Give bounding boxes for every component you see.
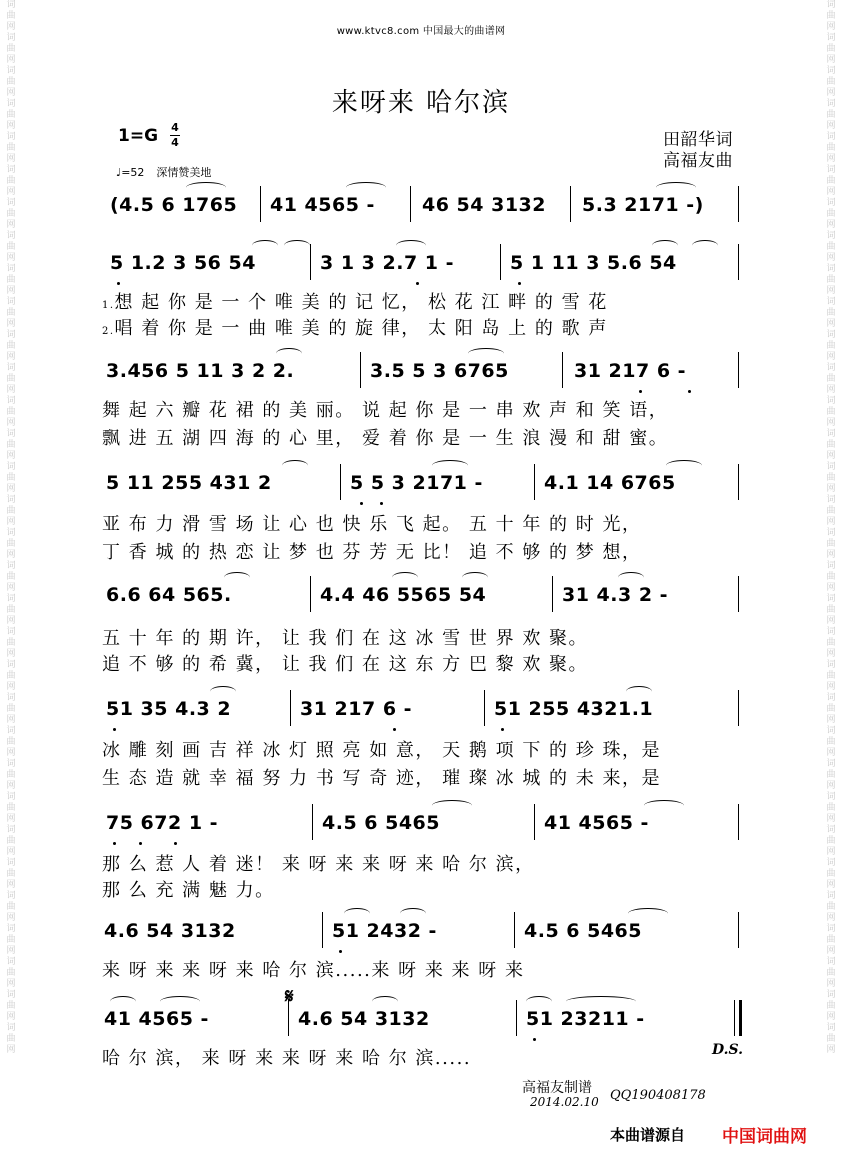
ds-marking: D.S.: [712, 1042, 744, 1058]
measure: 5.3 2171 -): [582, 194, 704, 216]
lyric-line: 舞 起 六 瓣 花 裙 的 美 丽。 说 起 你 是 一 串 欢 声 和 笑 语，: [102, 400, 669, 421]
measure: 5 11 255 431 2: [106, 472, 272, 494]
measure: 41 4565 -: [104, 1008, 209, 1030]
score-date: 2014.02.10: [530, 1095, 599, 1109]
score-row-9: [96, 1000, 746, 1044]
measure: 46 54 3132: [422, 194, 546, 216]
lyricist-credit: 田韶华词: [663, 130, 733, 150]
lyric-line: 来 呀 来 来 呀 来 哈 尔 滨.....来 呀 来 来 呀 来: [102, 960, 525, 981]
tempo-feel: 深情赞美地: [156, 166, 212, 179]
measure: 51 255 4321.1: [494, 698, 654, 720]
score-row-4: [96, 464, 746, 508]
segno-sign: 𝄋: [285, 984, 294, 1008]
lyric-line: 那 么 惹 人 着 迷！ 来 呀 来 来 呀 来 哈 尔 滨，: [102, 854, 535, 875]
measure: 41 4565 -: [544, 812, 649, 834]
score-row-8: [96, 912, 746, 956]
lyric-line: 1.想 起 你 是 一 个 唯 美 的 记 忆， 松 花 江 畔 的 雪 花: [102, 292, 608, 313]
measure: 31 217 6 -: [300, 698, 413, 720]
measure: 5 1 11 3 5.6 54: [510, 252, 677, 274]
score-maker: 高福友制谱: [522, 1080, 592, 1096]
watermark-left: 词曲网词曲网词曲网词曲网词曲网词曲网词曲网词曲网词曲网词曲网词曲网词曲网词曲网词曲网词曲网词曲网词曲网词曲网词曲网词曲网词曲网词曲网词曲网词曲网词曲网词曲网词曲网词曲网词曲网词曲网词曲网词曲网: [6, 0, 16, 1055]
watermark-right: 词曲网词曲网词曲网词曲网词曲网词曲网词曲网词曲网词曲网词曲网词曲网词曲网词曲网词曲网词曲网词曲网词曲网词曲网词曲网词曲网词曲网词曲网词曲网词曲网词曲网词曲网词曲网词曲网词曲网词曲网词曲网词曲网: [826, 0, 836, 1055]
measure: 3.456 5 11 3 2 2.: [106, 360, 295, 382]
lyric-line: 那 么 充 满 魅 力。: [102, 880, 275, 901]
measure: 6.6 64 565.: [106, 584, 232, 606]
measure: 51 2432 -: [332, 920, 437, 942]
time-signature: [170, 122, 180, 149]
lyric-line: 丁 香 城 的 热 恋 让 梦 也 芬 芳 无 比！ 追 不 够 的 梦 想，: [102, 542, 642, 563]
score-row-6: [96, 690, 746, 734]
measure: 4.6 54 3132: [104, 920, 236, 942]
lyric-line: 追 不 够 的 希 冀， 让 我 们 在 这 东 方 巴 黎 欢 聚。: [102, 654, 589, 675]
score-row-3: [96, 352, 746, 396]
tempo-marking: [116, 164, 211, 180]
score-row-7: [96, 804, 746, 848]
score-row-1: [96, 186, 746, 230]
measure: 3 1 3 2.7 1 -: [320, 252, 454, 274]
measure: 5 5 3 2171 -: [350, 472, 483, 494]
qq-contact: QQ190408178: [610, 1088, 706, 1103]
source-label: 本曲谱源自: [610, 1126, 686, 1144]
measure: (4.5 6 1765: [110, 194, 238, 216]
score-row-5: [96, 576, 746, 620]
measure: 31 4.3 2 -: [562, 584, 669, 606]
site-header: www.ktvc8.com 中国最大的曲谱网: [336, 26, 506, 37]
lyric-line: 飘 进 五 湖 四 海 的 心 里， 爱 着 你 是 一 生 浪 漫 和 甜 蜜。: [102, 428, 669, 449]
measure: 4.5 6 5465: [322, 812, 440, 834]
lyric-line: 生 态 造 就 幸 福 努 力 书 写 奇 迹， 璀 璨 冰 城 的 未 来，是: [102, 768, 661, 789]
composer-credit: 高福友曲: [663, 151, 733, 171]
measure: 3.5 5 3 6765: [370, 360, 509, 382]
lyric-line: 五 十 年 的 期 许， 让 我 们 在 这 冰 雪 世 界 欢 聚。: [102, 628, 589, 649]
measure: 4.1 14 6765: [544, 472, 676, 494]
measure: 4.5 6 5465: [524, 920, 642, 942]
time-sig-bottom: 4: [171, 136, 179, 149]
source-brand-link[interactable]: 中国词曲网: [722, 1127, 807, 1147]
measure: 5 1.2 3 56 54: [110, 252, 256, 274]
measure: 51 35 4.3 2: [106, 698, 232, 720]
measure: 4.6 54 3132: [298, 1008, 430, 1030]
lyric-line: 冰 雕 刻 画 吉 祥 冰 灯 照 亮 如 意， 天 鹅 项 下 的 珍 珠，是: [102, 740, 661, 761]
measure: 31 217 6 -: [574, 360, 687, 382]
measure: 41 4565 -: [270, 194, 375, 216]
song-title: 来呀来 哈尔滨: [331, 88, 511, 118]
score-row-2: [96, 244, 746, 288]
lyric-line: 2.唱 着 你 是 一 曲 唯 美 的 旋 律， 太 阳 岛 上 的 歌 声: [102, 318, 608, 339]
measure: 51 23211 -: [526, 1008, 645, 1030]
lyric-line: 亚 布 力 滑 雪 场 让 心 也 快 乐 飞 起。 五 十 年 的 时 光，: [102, 514, 642, 535]
tempo-mark: ♩=52: [116, 166, 145, 179]
measure: 4.4 46 5565 54: [320, 584, 487, 606]
lyric-line: 哈 尔 滨， 来 呀 来 来 呀 来 哈 尔 滨.....: [102, 1048, 472, 1069]
key-signature: 1=G: [118, 126, 159, 146]
measure: 75 672 1 -: [106, 812, 219, 834]
time-sig-top: 4: [171, 121, 179, 134]
